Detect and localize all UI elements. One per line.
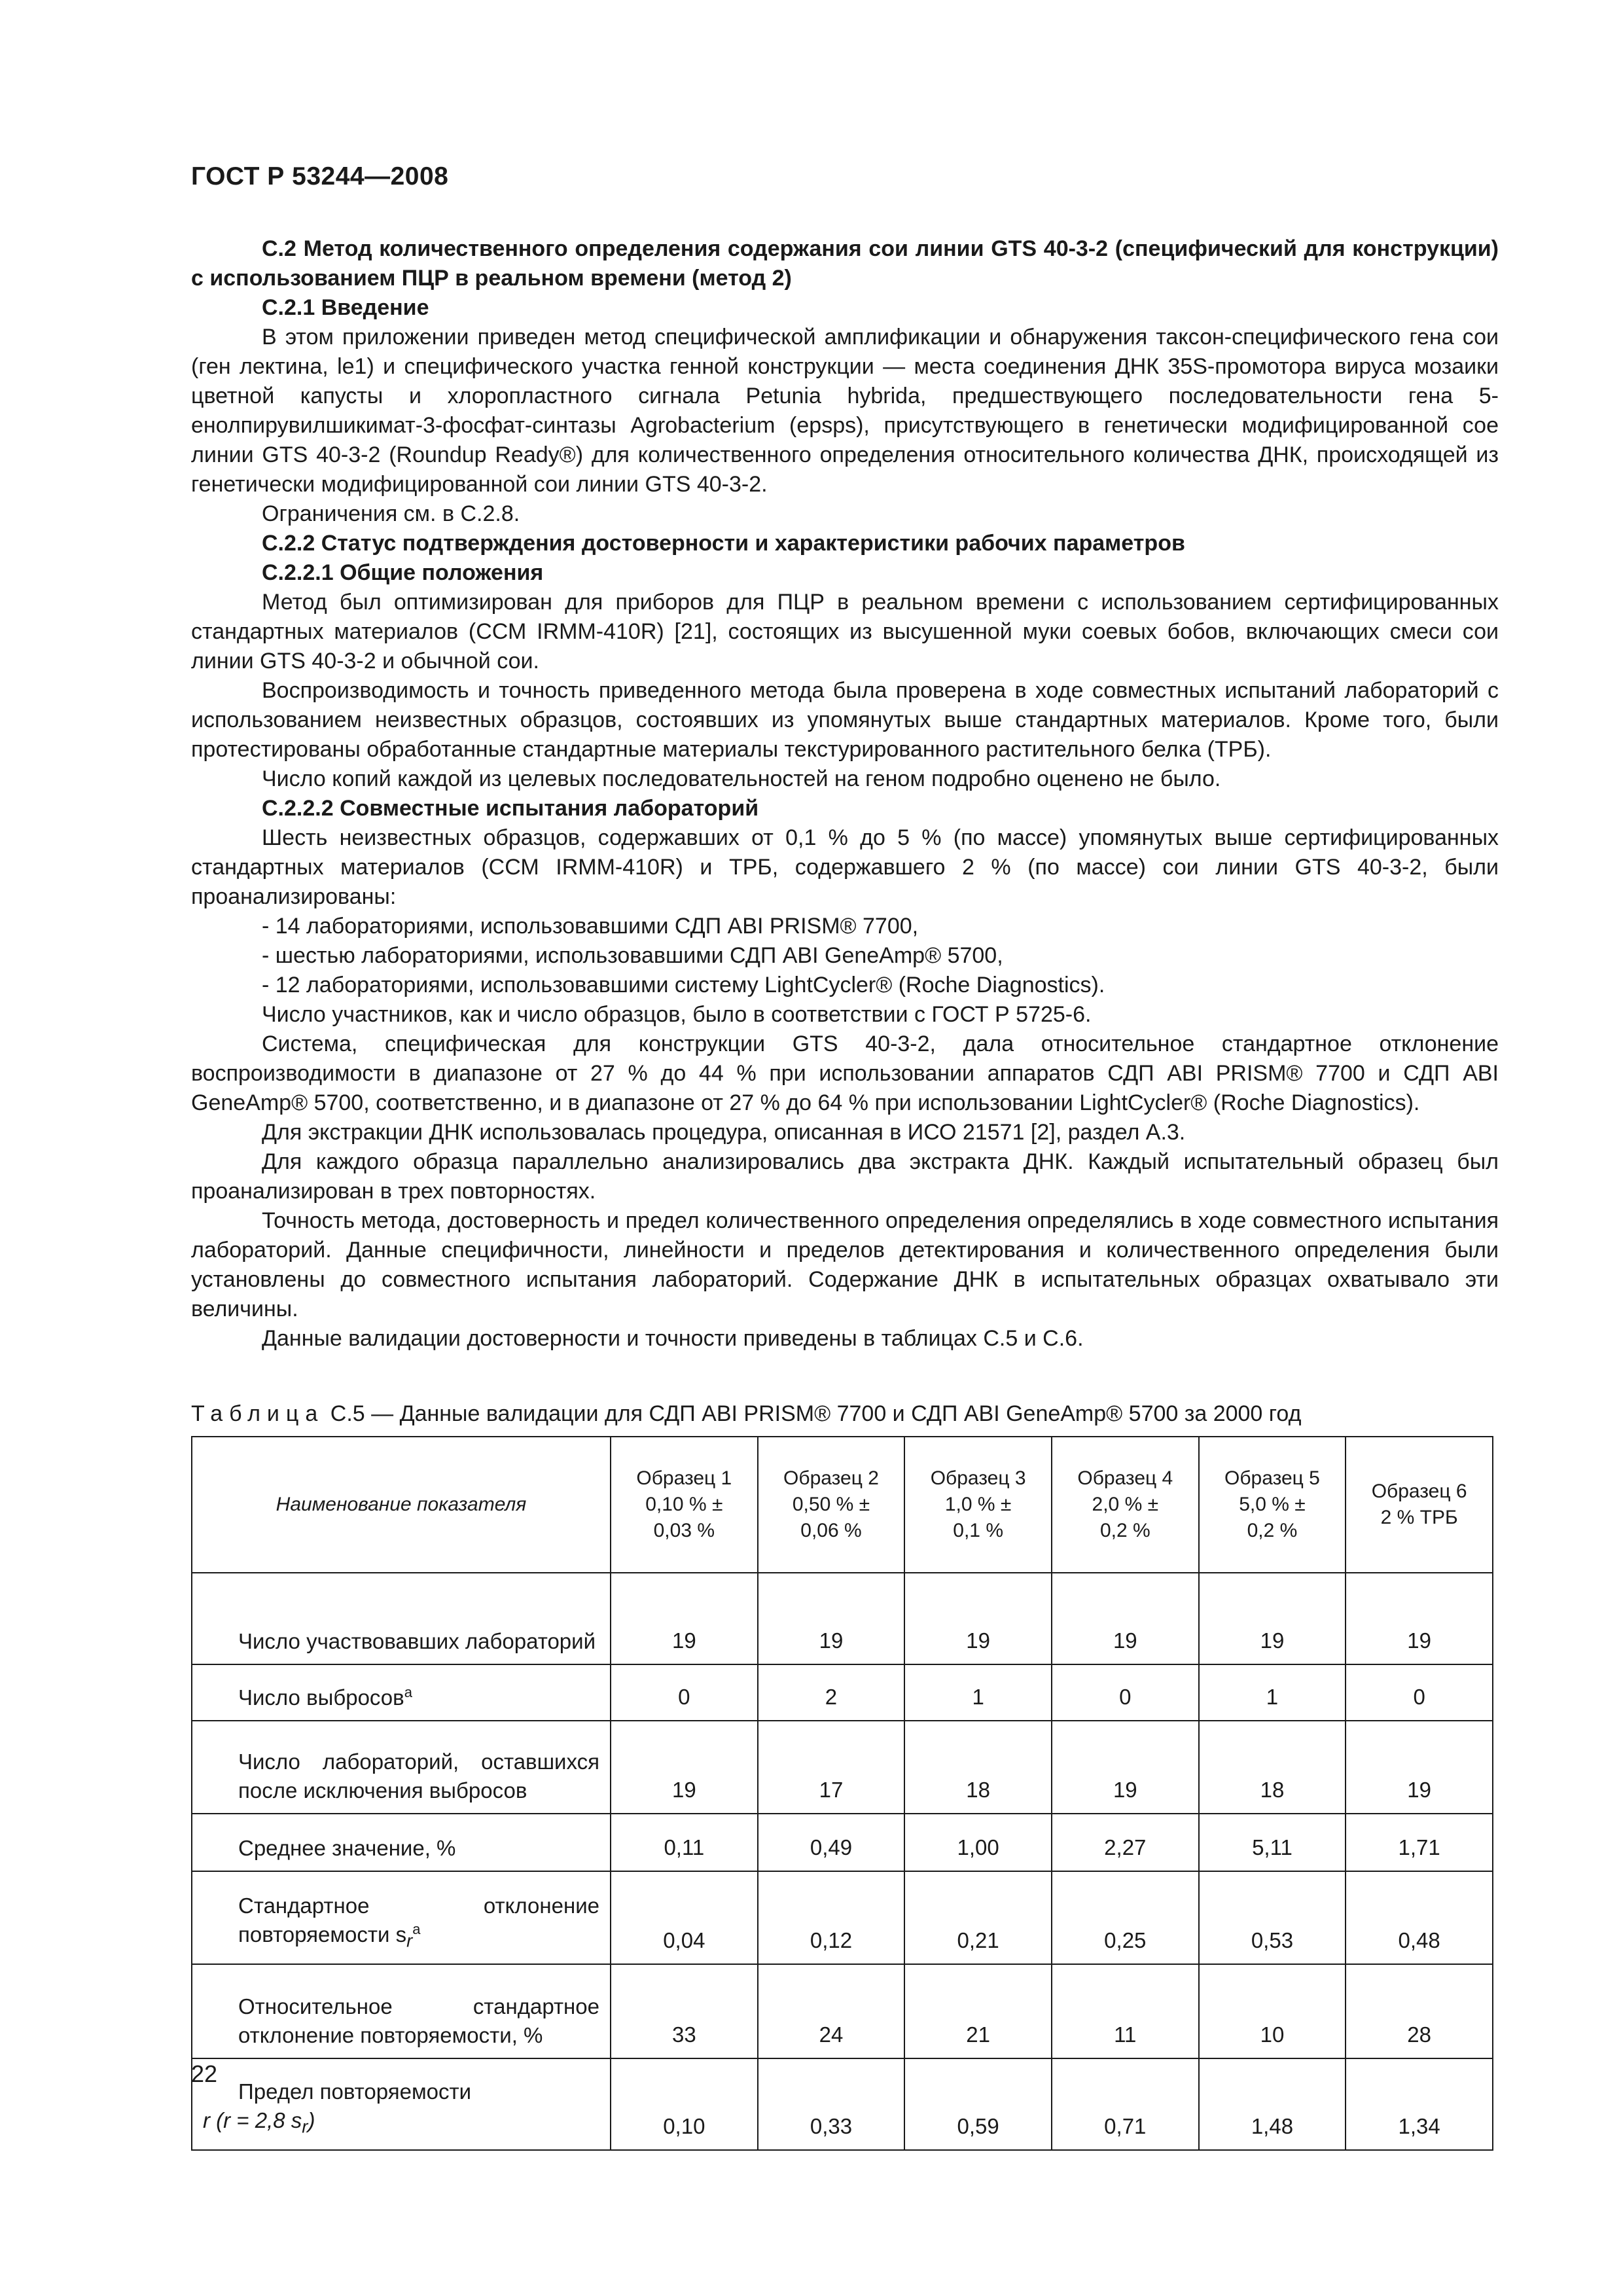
- table-caption: [191, 1399, 1500, 1429]
- table-cell: 19: [758, 1573, 905, 1664]
- table-cell: 5,11: [1199, 1814, 1346, 1871]
- header-line: Образец 2: [783, 1467, 879, 1489]
- formula-text: r (r = 2,8 s: [203, 2108, 302, 2133]
- validation-table: [191, 1436, 1493, 2151]
- header-sample-4: [1052, 1437, 1199, 1573]
- table-cell: 0,48: [1346, 1871, 1493, 1964]
- paragraph: Система, специфическая для конструкции GTS 40-3-2, дала относительное стандартное отклонение воспроизводимости в диапазоне от 27 % до 44 % при использовании аппаратов СДП ABI PRISM® 7700 и СДП ABI GeneAmp® 5700, соответственно, и в диапазоне от 27 % до 64 % при использовании LightCycler® (Roche Diagnostics).: [191, 1031, 1499, 1115]
- paragraph: Данные валидации достоверности и точности приведены в таблицах С.5 и С.6.: [262, 1326, 1084, 1351]
- section-number: С.2.2.1: [262, 560, 334, 585]
- table-row: [192, 1814, 1493, 1871]
- page-number: 22: [191, 2060, 218, 2087]
- header-line: Образец 1: [636, 1467, 732, 1489]
- header-sample-1: [611, 1437, 758, 1573]
- paragraph: Число участников, как и число образцов, было в соответствии с ГОСТ Р 5725-6.: [262, 1002, 1092, 1027]
- row-label: Относительное стандартное отклонение повторяемости, %: [192, 1964, 611, 2058]
- paragraph: Ограничения см. в С.2.8.: [262, 501, 520, 526]
- table-cell: 19: [611, 1573, 758, 1664]
- table-cell: 1: [904, 1664, 1052, 1721]
- paragraph: В этом приложении приведен метод специфической амплификации и обнаружения таксон-специфического гена сои (ген лектина, le1) и специфического участка генной конструкции — места соединения ДНК 35S-промотора вируса мозаики цветной капусты и хлоропластного сигнала Petunia hybrida, предшествующего последовательности гена 5-енолпирувилшикимат-3-фосфат-синтазы Agrobacterium (epsps), присутствующего в генетически модифицированной сое линии GTS 40-3-2 (Roundup Ready®) для количественного определения относительного количества ДНК, происходящей из генетически модифицированной сои линии GTS 40-3-2.: [191, 325, 1499, 497]
- table-cell: 0,25: [1052, 1871, 1199, 1964]
- section-title: Введение: [321, 295, 429, 320]
- table-cell: 19: [1346, 1721, 1493, 1814]
- table-cell: 0,04: [611, 1871, 758, 1964]
- table-cell: 0,21: [904, 1871, 1052, 1964]
- section-heading-c221: [191, 558, 1499, 588]
- table-cell: 19: [1052, 1721, 1199, 1814]
- formula-tail: ): [308, 2108, 315, 2133]
- header-line: Образец 6: [1371, 1480, 1467, 1502]
- section-heading-c21: [191, 293, 1499, 323]
- paragraph: Для экстракции ДНК использовалась процедура, описанная в ИСО 21571 [2], раздел А.3.: [262, 1120, 1186, 1145]
- table-cell: 0,12: [758, 1871, 905, 1964]
- header-line: 0,50 % ±: [792, 1494, 870, 1515]
- table-row: [192, 1964, 1493, 2058]
- section-number: С.2.1: [262, 295, 315, 320]
- table-cell: 19: [1199, 1573, 1346, 1664]
- table-cell: 0,10: [611, 2058, 758, 2150]
- table-cell: 19: [611, 1721, 758, 1814]
- row-label: [192, 1871, 611, 1964]
- header-line: 0,06 %: [800, 1520, 862, 1541]
- paragraph: Для каждого образца параллельно анализировались два экстракта ДНК. Каждый испытательный образец был проанализирован в трех повторностях.: [191, 1149, 1499, 1204]
- table-cell: 18: [904, 1721, 1052, 1814]
- table-cell: 17: [758, 1721, 905, 1814]
- table-cell: 1: [1199, 1664, 1346, 1721]
- section-title: Совместные испытания лабораторий: [340, 796, 759, 821]
- table-cell: 24: [758, 1964, 905, 2058]
- header-sample-6: [1346, 1437, 1493, 1573]
- row-label-text: Стандартное отклонение повторяемости s: [238, 1893, 599, 1947]
- table-cell: 1,48: [1199, 2058, 1346, 2150]
- section-number: С.2.2: [262, 531, 315, 556]
- subscript: r: [302, 2117, 308, 2137]
- table-cell: 0: [611, 1664, 758, 1721]
- section-heading-c22: [191, 529, 1499, 558]
- footnote-mark: a: [404, 1684, 412, 1700]
- header-sample-3: [904, 1437, 1052, 1573]
- row-label-formula: [203, 2106, 599, 2142]
- table-cell: 0,59: [904, 2058, 1052, 2150]
- subscript: r: [406, 1931, 413, 1951]
- table-row: [192, 1871, 1493, 1964]
- table-cell: 0,49: [758, 1814, 905, 1871]
- list-item: - 12 лабораториями, использовавшими систему LightCycler® (Roche Diagnostics).: [262, 973, 1105, 997]
- list-item: - 14 лабораториями, использовавшими СДП ABI PRISM® 7700,: [262, 914, 919, 939]
- table-row: [192, 1664, 1493, 1721]
- table-cell: 10: [1199, 1964, 1346, 2058]
- document-header: ГОСТ Р 53244—2008: [191, 162, 449, 190]
- header-line: 0,10 % ±: [645, 1494, 723, 1515]
- section-number: С.2.2.2: [262, 796, 334, 821]
- table-cell: 19: [1052, 1573, 1199, 1664]
- section-number: С.2: [262, 236, 296, 261]
- table-cell: 0: [1346, 1664, 1493, 1721]
- table-row: [192, 2058, 1493, 2150]
- header-line: 2 % ТРБ: [1380, 1507, 1458, 1528]
- table-cell: 28: [1346, 1964, 1493, 2058]
- table-cell: 19: [1346, 1573, 1493, 1664]
- table-caption-word: Таблица: [191, 1401, 325, 1426]
- table-cell: 0,71: [1052, 2058, 1199, 2150]
- table-header-row: [192, 1437, 1493, 1573]
- row-label: Число участвовавших лабораторий: [192, 1573, 611, 1664]
- row-label: Число лабораторий, оставшихся после исключения выбросов: [192, 1721, 611, 1814]
- paragraph: Шесть неизвестных образцов, содержавших от 0,1 % до 5 % (по массе) упомянутых выше сертифицированных стандартных материалов (ССМ IRMM-410R) и ТРБ, содержавшего 2 % (по массе) сои линии GTS 40-3-2, были проанализированы:: [191, 825, 1499, 909]
- header-indicator-name: Наименование показателя: [192, 1437, 611, 1573]
- table-cell: 2,27: [1052, 1814, 1199, 1871]
- header-sample-2: [758, 1437, 905, 1573]
- document-body: [191, 234, 1499, 1354]
- header-line: 2,0 % ±: [1092, 1494, 1159, 1515]
- table-row: [192, 1721, 1493, 1814]
- header-line: 0,2 %: [1099, 1520, 1150, 1541]
- table-cell: 0: [1052, 1664, 1199, 1721]
- table-cell: 33: [611, 1964, 758, 2058]
- paragraph: Метод был оптимизирован для приборов для ПЦР в реальном времени с использованием сертифицированных стандартных материалов (ССМ IRMM-410R) [21], состоящих из высушенной муки соевых бобов, включающих смеси сои линии GTS 40-3-2 и обычной сои.: [191, 590, 1499, 673]
- table-cell: 0,11: [611, 1814, 758, 1871]
- header-line: 0,1 %: [953, 1520, 1003, 1541]
- paragraph: Число копий каждой из целевых последовательностей на геном подробно оценено не было.: [262, 766, 1221, 791]
- table-cell: 11: [1052, 1964, 1199, 2058]
- header-line: 0,2 %: [1247, 1520, 1298, 1541]
- header-line: 5,0 % ±: [1239, 1494, 1306, 1515]
- row-label: [192, 2058, 611, 2150]
- table-caption-text: С.5 — Данные валидации для СДП ABI PRISM® 7700 и СДП ABI GeneAmp® 5700 за 2000 год: [330, 1401, 1302, 1426]
- row-label: Среднее значение, %: [192, 1814, 611, 1871]
- section-title: Статус подтверждения достоверности и характеристики рабочих параметров: [321, 531, 1185, 556]
- header-line: Образец 5: [1224, 1467, 1320, 1489]
- section-title: Метод количественного определения содержания сои линии GTS 40-3-2 (специфический для конструкции) с использованием ПЦР в реальном времени (метод 2): [191, 236, 1499, 291]
- header-line: Образец 4: [1077, 1467, 1173, 1489]
- row-label: [192, 1664, 611, 1721]
- footnote-mark: a: [412, 1921, 421, 1938]
- table-cell: 1,00: [904, 1814, 1052, 1871]
- list-item: - шестью лабораториями, использовавшими СДП ABI GeneAmp® 5700,: [262, 943, 1003, 968]
- row-label-text: Предел повторяемости: [238, 2079, 472, 2104]
- table-cell: 1,71: [1346, 1814, 1493, 1871]
- table-row: [192, 1573, 1493, 1664]
- table-cell: 1,34: [1346, 2058, 1493, 2150]
- section-title: Общие положения: [340, 560, 544, 585]
- table-cell: 21: [904, 1964, 1052, 2058]
- section-heading-c222: [191, 794, 1499, 823]
- table-cell: 0,53: [1199, 1871, 1346, 1964]
- row-label-text: Число выбросов: [238, 1685, 404, 1710]
- table-cell: 0,33: [758, 2058, 905, 2150]
- header-line: Образец 3: [930, 1467, 1026, 1489]
- paragraph: Точность метода, достоверность и предел количественного определения определялись в ходе совместного испытания лабораторий. Данные специфичности, линейности и пределов детектирования и количественного определения были установлены до совместного испытания лабораторий. Содержание ДНК в испытательных образцах охватывало эти величины.: [191, 1208, 1499, 1321]
- header-sample-5: [1199, 1437, 1346, 1573]
- table-cell: 2: [758, 1664, 905, 1721]
- section-heading-c2: [191, 234, 1499, 293]
- paragraph: Воспроизводимость и точность приведенного метода была проверена в ходе совместных испытаний лабораторий с использованием неизвестных образцов, состоявших из упомянутых выше стандартных материалов. Кроме того, были протестированы обработанные стандартные материалы текстурированного растительного белка (ТРБ).: [191, 678, 1499, 762]
- header-line: 1,0 % ±: [944, 1494, 1012, 1515]
- header-line: 0,03 %: [653, 1520, 715, 1541]
- table-cell: 18: [1199, 1721, 1346, 1814]
- table-cell: 19: [904, 1573, 1052, 1664]
